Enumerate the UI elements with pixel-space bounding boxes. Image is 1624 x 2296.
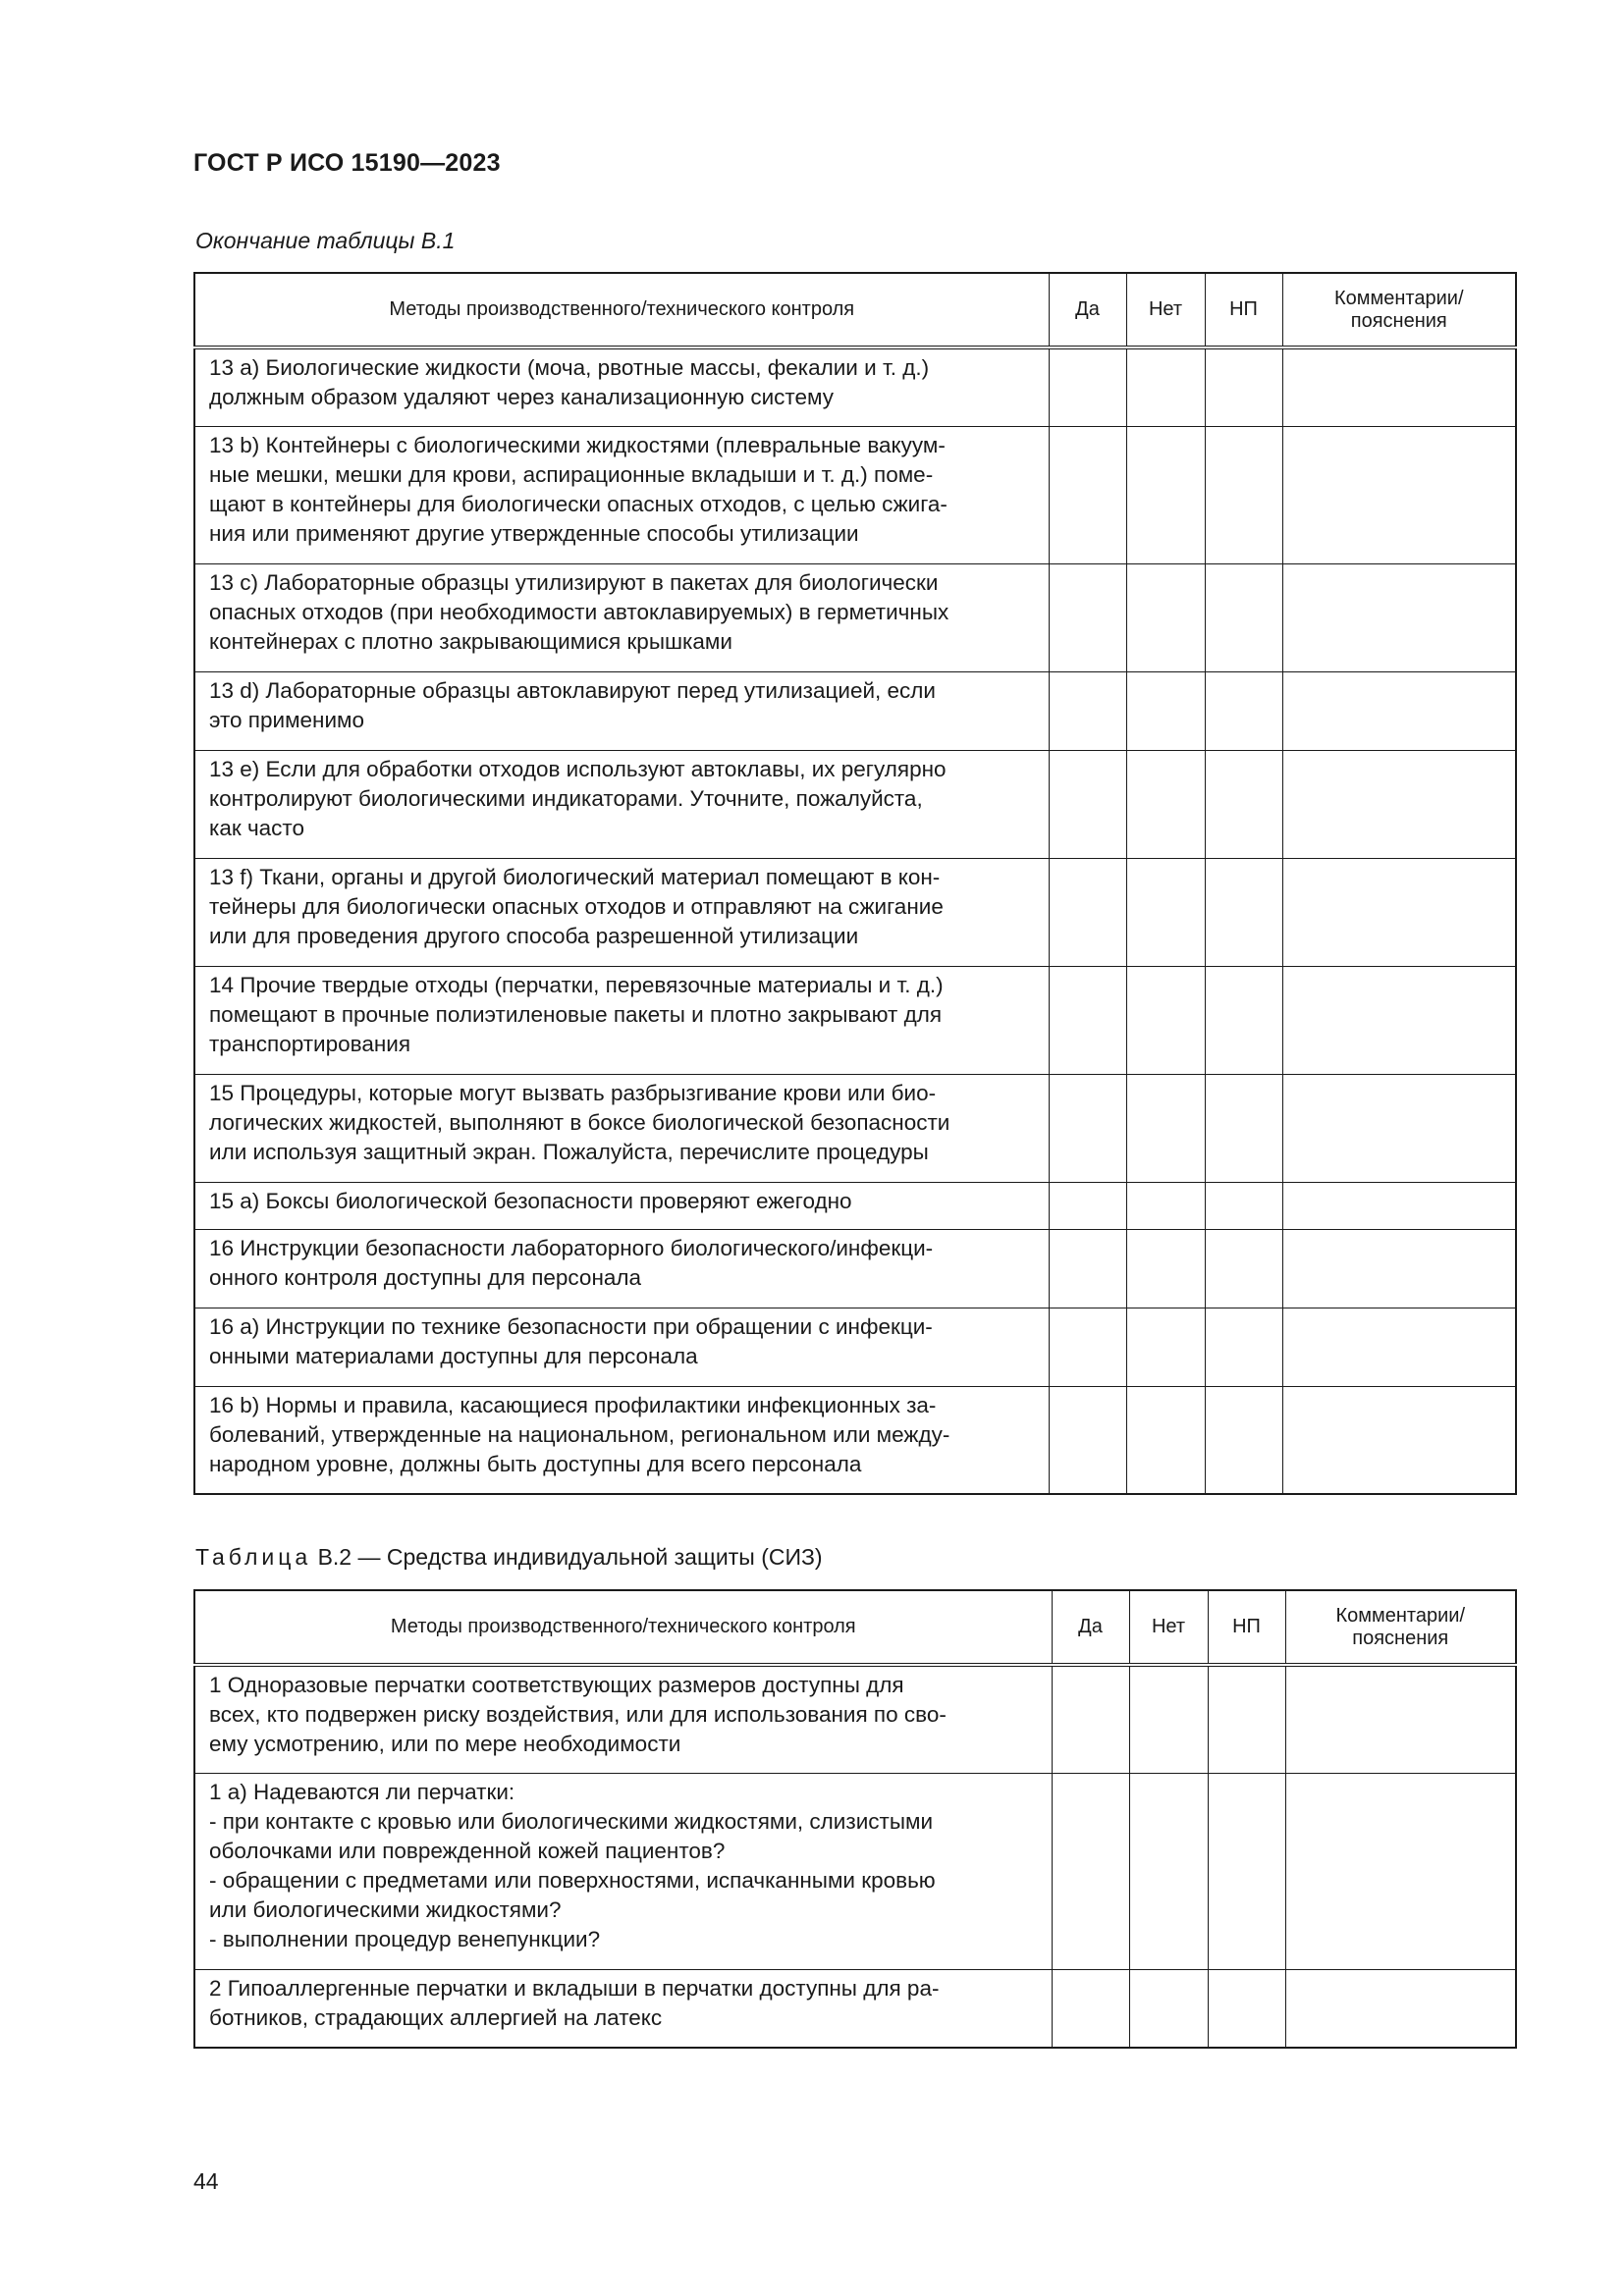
no-cell[interactable]	[1126, 426, 1205, 563]
table-b2-caption-prefix: Таблица	[195, 1544, 312, 1570]
comments-cell[interactable]	[1282, 1182, 1516, 1229]
comments-cell[interactable]	[1282, 750, 1516, 858]
method-text-line: народном уровне, должны быть доступны для всего персонала	[209, 1451, 862, 1476]
method-text-line: ния или применяют другие утвержденные способы утилизации	[209, 520, 859, 546]
method-text-line: транспортирования	[209, 1031, 411, 1056]
page-number: 44	[193, 2168, 219, 2194]
table-row	[194, 1182, 1516, 1229]
header-method: Методы производственного/технического контроля	[194, 1590, 1052, 1665]
na-cell[interactable]	[1205, 1386, 1282, 1494]
no-cell[interactable]	[1126, 1386, 1205, 1494]
yes-cell[interactable]	[1049, 1074, 1126, 1182]
method-text-line: 13 b) Контейнеры с биологическими жидкостями (плевральные вакуум-	[209, 432, 946, 457]
header-yes: Да	[1049, 273, 1126, 347]
method-text-line: онными материалами доступны для персонала	[209, 1343, 698, 1368]
table-row	[194, 426, 1516, 563]
method-text-line: помещают в прочные полиэтиленовые пакеты и плотно закрывают для	[209, 1001, 943, 1027]
yes-cell[interactable]	[1049, 966, 1126, 1074]
table-b2	[193, 1589, 1517, 2049]
method-cell	[194, 671, 1049, 750]
header-comments-line-2: пояснения	[1350, 309, 1447, 332]
yes-cell[interactable]	[1052, 1665, 1129, 1773]
method-text-line: ему усмотрению, или по мере необходимости	[209, 1732, 681, 1756]
comments-cell[interactable]	[1282, 671, 1516, 750]
header-comments	[1285, 1590, 1516, 1665]
comments-cell[interactable]	[1282, 966, 1516, 1074]
method-cell	[194, 1308, 1049, 1386]
table-b2-caption	[195, 1544, 823, 1571]
method-text-line: болеваний, утвержденные на национальном, региональном или между-	[209, 1421, 950, 1447]
header-method: Методы производственного/технического контроля	[194, 273, 1049, 347]
no-cell[interactable]	[1129, 1665, 1208, 1773]
na-cell[interactable]	[1205, 1074, 1282, 1182]
method-cell	[194, 347, 1049, 426]
method-cell	[194, 1229, 1049, 1308]
table-row	[194, 671, 1516, 750]
table-b1-body	[194, 347, 1516, 1494]
comments-cell[interactable]	[1282, 347, 1516, 426]
header-comments	[1282, 273, 1516, 347]
header-comments-line-1: Комментарии/	[1335, 1604, 1466, 1627]
method-cell	[194, 1074, 1049, 1182]
no-cell[interactable]	[1126, 750, 1205, 858]
method-text-line: опасных отходов (при необходимости автоклавируемых) в герметичных	[209, 599, 949, 624]
table-b1-caption: Окончание таблицы В.1	[195, 228, 456, 253]
no-cell[interactable]	[1126, 1074, 1205, 1182]
method-text-line: должным образом удаляют через канализационную систему	[209, 385, 834, 409]
no-cell[interactable]	[1129, 1773, 1208, 1969]
method-cell	[194, 1773, 1052, 1969]
method-text-line: 14 Прочие твердые отходы (перчатки, перевязочные материалы и т. д.)	[209, 972, 944, 997]
comments-cell[interactable]	[1285, 1665, 1516, 1773]
no-cell[interactable]	[1126, 1182, 1205, 1229]
yes-cell[interactable]	[1049, 858, 1126, 966]
method-text-line: ные мешки, мешки для крови, аспирационные вкладыши и т. д.) поме-	[209, 461, 934, 487]
method-text-line: онного контроля доступны для персонала	[209, 1264, 642, 1290]
table-row	[194, 750, 1516, 858]
table-row	[194, 1969, 1516, 2048]
na-cell[interactable]	[1205, 347, 1282, 426]
yes-cell[interactable]	[1052, 1773, 1129, 1969]
comments-cell[interactable]	[1282, 563, 1516, 671]
na-cell[interactable]	[1205, 426, 1282, 563]
na-cell[interactable]	[1205, 1229, 1282, 1308]
method-cell	[194, 966, 1049, 1074]
yes-cell[interactable]	[1052, 1969, 1129, 2048]
na-cell[interactable]	[1208, 1969, 1285, 2048]
no-cell[interactable]	[1126, 1229, 1205, 1308]
table-row	[194, 347, 1516, 426]
method-text-line: 2 Гипоаллергенные перчатки и вкладыши в перчатки доступны для ра-	[209, 1975, 940, 2001]
header-na: НП	[1208, 1590, 1285, 1665]
method-text-line: 1 а) Надеваются ли перчатки:	[209, 1779, 515, 1804]
table-row	[194, 966, 1516, 1074]
table-row	[194, 1074, 1516, 1182]
no-cell[interactable]	[1126, 347, 1205, 426]
comments-cell[interactable]	[1282, 1229, 1516, 1308]
yes-cell[interactable]	[1049, 563, 1126, 671]
method-cell	[194, 1969, 1052, 2048]
yes-cell[interactable]	[1049, 1386, 1126, 1494]
yes-cell[interactable]	[1049, 347, 1126, 426]
method-cell	[194, 1665, 1052, 1773]
na-cell[interactable]	[1205, 750, 1282, 858]
method-cell	[194, 1182, 1049, 1229]
comments-cell[interactable]	[1282, 1074, 1516, 1182]
method-text-line: 13 d) Лабораторные образцы автоклавируют перед утилизацией, если	[209, 677, 936, 703]
no-cell[interactable]	[1126, 671, 1205, 750]
comments-cell[interactable]	[1282, 426, 1516, 563]
na-cell[interactable]	[1205, 671, 1282, 750]
table-b2-header-row	[194, 1590, 1516, 1665]
method-cell	[194, 858, 1049, 966]
method-text-line: или биологическими жидкостями?	[209, 1896, 562, 1922]
method-text-line: логических жидкостей, выполняют в боксе биологической безопасности	[209, 1109, 950, 1135]
na-cell[interactable]	[1205, 966, 1282, 1074]
method-text-line: 15 Процедуры, которые могут вызвать разбрызгивание крови или био-	[209, 1080, 937, 1105]
method-text-line: тейнеры для биологически опасных отходов и отправляют на сжигание	[209, 893, 944, 919]
no-cell[interactable]	[1129, 1969, 1208, 2048]
na-cell[interactable]	[1205, 1182, 1282, 1229]
table-row	[194, 1773, 1516, 1969]
comments-cell[interactable]	[1285, 1773, 1516, 1969]
no-cell[interactable]	[1126, 1308, 1205, 1386]
yes-cell[interactable]	[1049, 426, 1126, 563]
method-text-line: 15 а) Боксы биологической безопасности проверяют ежегодно	[209, 1188, 852, 1213]
method-text-line: ботников, страдающих аллергией на латекс	[209, 2004, 663, 2030]
yes-cell[interactable]	[1049, 1182, 1126, 1229]
method-text-line: 16 b) Нормы и правила, касающиеся профилактики инфекционных за-	[209, 1392, 937, 1417]
header-no: Нет	[1126, 273, 1205, 347]
method-text-line: 16 а) Инструкции по технике безопасности при обращении с инфекци-	[209, 1313, 933, 1339]
na-cell[interactable]	[1205, 1308, 1282, 1386]
method-text-line: 16 Инструкции безопасности лабораторного биологического/инфекци-	[209, 1235, 934, 1260]
header-yes: Да	[1052, 1590, 1129, 1665]
table-b2-body	[194, 1665, 1516, 2048]
comments-cell[interactable]	[1282, 1308, 1516, 1386]
comments-cell[interactable]	[1282, 1386, 1516, 1494]
table-b1	[193, 272, 1517, 1495]
method-text-line: контролируют биологическими индикаторами. Уточните, пожалуйста,	[209, 785, 923, 811]
na-cell[interactable]	[1205, 563, 1282, 671]
no-cell[interactable]	[1126, 966, 1205, 1074]
na-cell[interactable]	[1208, 1665, 1285, 1773]
header-comments-line-2: пояснения	[1352, 1627, 1449, 1649]
na-cell[interactable]	[1208, 1773, 1285, 1969]
method-text-line: 13 f) Ткани, органы и другой биологический материал помещают в кон-	[209, 864, 941, 889]
method-text-line: 1 Одноразовые перчатки соответствующих размеров доступны для	[209, 1673, 904, 1697]
method-text-line: - при контакте с кровью или биологическими жидкостями, слизистыми	[209, 1808, 934, 1834]
table-row	[194, 1308, 1516, 1386]
comments-cell[interactable]	[1285, 1969, 1516, 2048]
method-text-line: всех, кто подвержен риску воздействия, или для использования по сво-	[209, 1702, 947, 1727]
yes-cell[interactable]	[1049, 1229, 1126, 1308]
table-row	[194, 563, 1516, 671]
method-text-line: - выполнении процедур венепункции?	[209, 1926, 601, 1951]
method-text-line: 13 с) Лабораторные образцы утилизируют в пакетах для биологически	[209, 569, 939, 595]
method-text-line: или используя защитный экран. Пожалуйста, перечислите процедуры	[209, 1139, 929, 1164]
yes-cell[interactable]	[1049, 671, 1126, 750]
method-cell	[194, 426, 1049, 563]
method-cell	[194, 563, 1049, 671]
method-text-line: 13 а) Биологические жидкости (моча, рвотные массы, фекалии и т. д.)	[209, 355, 930, 380]
header-no: Нет	[1129, 1590, 1208, 1665]
method-text-line: щают в контейнеры для биологически опасных отходов, с целью сжига-	[209, 491, 947, 516]
table-b2-caption-title: В.2 — Средства индивидуальной защиты (СИЗ)	[311, 1544, 823, 1570]
method-text-line: или для проведения другого способа разрешенной утилизации	[209, 923, 859, 948]
yes-cell[interactable]	[1049, 750, 1126, 858]
table-row	[194, 1386, 1516, 1494]
table-row	[194, 858, 1516, 966]
method-text-line: - обращении с предметами или поверхностями, испачканными кровью	[209, 1867, 936, 1893]
method-text-line: как часто	[209, 815, 304, 840]
na-cell[interactable]	[1205, 858, 1282, 966]
yes-cell[interactable]	[1049, 1308, 1126, 1386]
table-b1-header-row	[194, 273, 1516, 347]
method-text-line: оболочками или поврежденной кожей пациентов?	[209, 1838, 726, 1863]
method-text-line: 13 е) Если для обработки отходов используют автоклавы, их регулярно	[209, 756, 947, 781]
method-text-line: контейнерах с плотно закрывающимися крышками	[209, 628, 732, 654]
method-text-line: это применимо	[209, 707, 365, 732]
comments-cell[interactable]	[1282, 858, 1516, 966]
document-standard-header: ГОСТ Р ИСО 15190—2023	[193, 149, 501, 177]
header-na: НП	[1205, 273, 1282, 347]
table-row	[194, 1665, 1516, 1773]
method-cell	[194, 1386, 1049, 1494]
no-cell[interactable]	[1126, 563, 1205, 671]
table-row	[194, 1229, 1516, 1308]
no-cell[interactable]	[1126, 858, 1205, 966]
header-comments-line-1: Комментарии/	[1333, 287, 1464, 309]
method-cell	[194, 750, 1049, 858]
